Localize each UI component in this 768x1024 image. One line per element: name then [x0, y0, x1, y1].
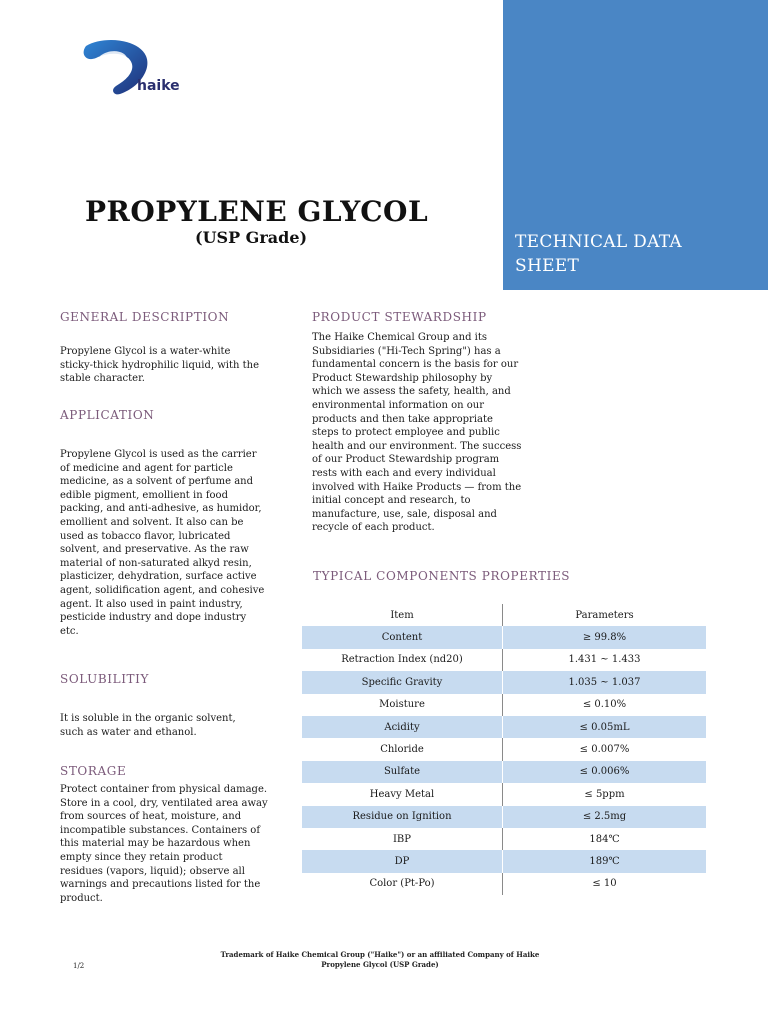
property-name: Chloride: [302, 738, 503, 760]
stewardship-text: The Haike Chemical Group and its Subsidiaries ("Hi-Tech Spring") has a fundamental concern is the basis for our Product Stewardship philosophy by which we assess the safety, health, and environmental information on our products and then take appropriate steps to protect employee and public health and our environment. The success of our Product Stewardship program rests with each and every individual involved with Haike Products — from the initial concept and research, to manufacture, use, sale, disposal and recycle of each product.: [312, 332, 522, 534]
property-name: Heavy Metal: [302, 783, 503, 805]
table-row: [302, 828, 706, 850]
table-row: [302, 649, 706, 671]
storage-text: Protect container from physical damage. Store in a cool, dry, ventilated area away from sources of heat, moisture, and incompatible substances. Containers of this material may be hazardous when empty since they retain product residues (vapors, liquid); observe all warnings and precautions listed for the product.: [60, 784, 268, 904]
property-name: Content: [302, 626, 503, 648]
property-value: 1.035 ~ 1.037: [503, 671, 707, 693]
property-name: Residue on Ignition: [302, 806, 503, 828]
parameters-column-header: Parameters: [575, 609, 634, 621]
table-row: [302, 783, 706, 805]
property-value: ≥ 99.8%: [503, 626, 707, 648]
property-name: Acidity: [302, 716, 503, 738]
table-row: [302, 806, 706, 828]
property-name: Specific Gravity: [302, 671, 503, 693]
header-panel: [503, 0, 768, 290]
property-name: Moisture: [302, 694, 503, 716]
footer-line-2: Propylene Glycol (USP Grade): [321, 960, 439, 969]
property-value: ≤ 2.5mg: [503, 806, 707, 828]
property-value: ≤ 0.10%: [582, 699, 627, 711]
property-name: Color (Pt-Po): [302, 873, 503, 895]
table-row: [302, 873, 706, 895]
property-value: ≤ 5ppm: [584, 788, 625, 800]
footer-trademark: [180, 950, 580, 970]
table-header-row: [302, 604, 706, 626]
item-column-header: Item: [302, 604, 503, 626]
general-description-text: Propylene Glycol is a water-white sticky-thick hydrophilic liquid, with the stable character.: [60, 346, 260, 385]
property-value: 1.431 ~ 1.433: [568, 654, 641, 666]
product-title: PROPYLENE GLYCOL: [85, 195, 429, 228]
property-name: Retraction Index (nd20): [302, 649, 503, 671]
footer-line-1: Trademark of Haike Chemical Group ("Haike") or an affiliated Company of Haike: [220, 950, 540, 959]
property-value: ≤ 10: [592, 878, 617, 890]
table-row: [302, 671, 706, 693]
general-description-heading: GENERAL DESCRIPTION: [60, 310, 230, 324]
table-row: [302, 626, 706, 648]
property-value: ≤ 0.05mL: [503, 716, 707, 738]
application-text: Propylene Glycol is used as the carrier of medicine and agent for particle medicine, as a solvent of perfume and edible pigment, emollient in food packing, and anti-adhesive, as humidor, emollient and solvent. It also can be used as tobacco flavor, lubricated solvent, and preservative. As the raw material of non-saturated alkyd resin, plasticizer, dehydration, surface active agent, solidification agent, and cohesive agent. It also used in paint industry, pesticide industry and dope industry etc.: [60, 449, 265, 637]
storage-heading: STORAGE: [60, 764, 127, 778]
table-row: [302, 850, 706, 872]
property-value: 189℃: [503, 850, 707, 872]
properties-table: [302, 604, 706, 895]
solubility-text: It is soluble in the organic solvent, such as water and ethanol.: [60, 713, 236, 738]
table-row: [302, 738, 706, 760]
property-name: DP: [302, 850, 503, 872]
property-value: ≤ 0.006%: [503, 761, 707, 783]
document-type-title: TECHNICAL DATA SHEET: [515, 232, 683, 276]
property-value: ≤ 0.007%: [579, 744, 630, 756]
property-name: Sulfate: [302, 761, 503, 783]
stewardship-heading: PRODUCT STEWARDSHIP: [312, 310, 487, 324]
property-value: 184℃: [589, 833, 620, 845]
properties-heading: TYPICAL COMPONENTS PROPERTIES: [313, 569, 571, 583]
page-number: 1/2: [73, 962, 85, 970]
table-row: [302, 716, 706, 738]
property-name: IBP: [302, 828, 503, 850]
solubility-heading: SOLUBILITIY: [60, 672, 150, 686]
logo-text: haike: [137, 78, 180, 94]
product-grade: (USP Grade): [195, 228, 308, 247]
table-row: [302, 694, 706, 716]
application-heading: APPLICATION: [60, 408, 155, 422]
table-row: [302, 761, 706, 783]
